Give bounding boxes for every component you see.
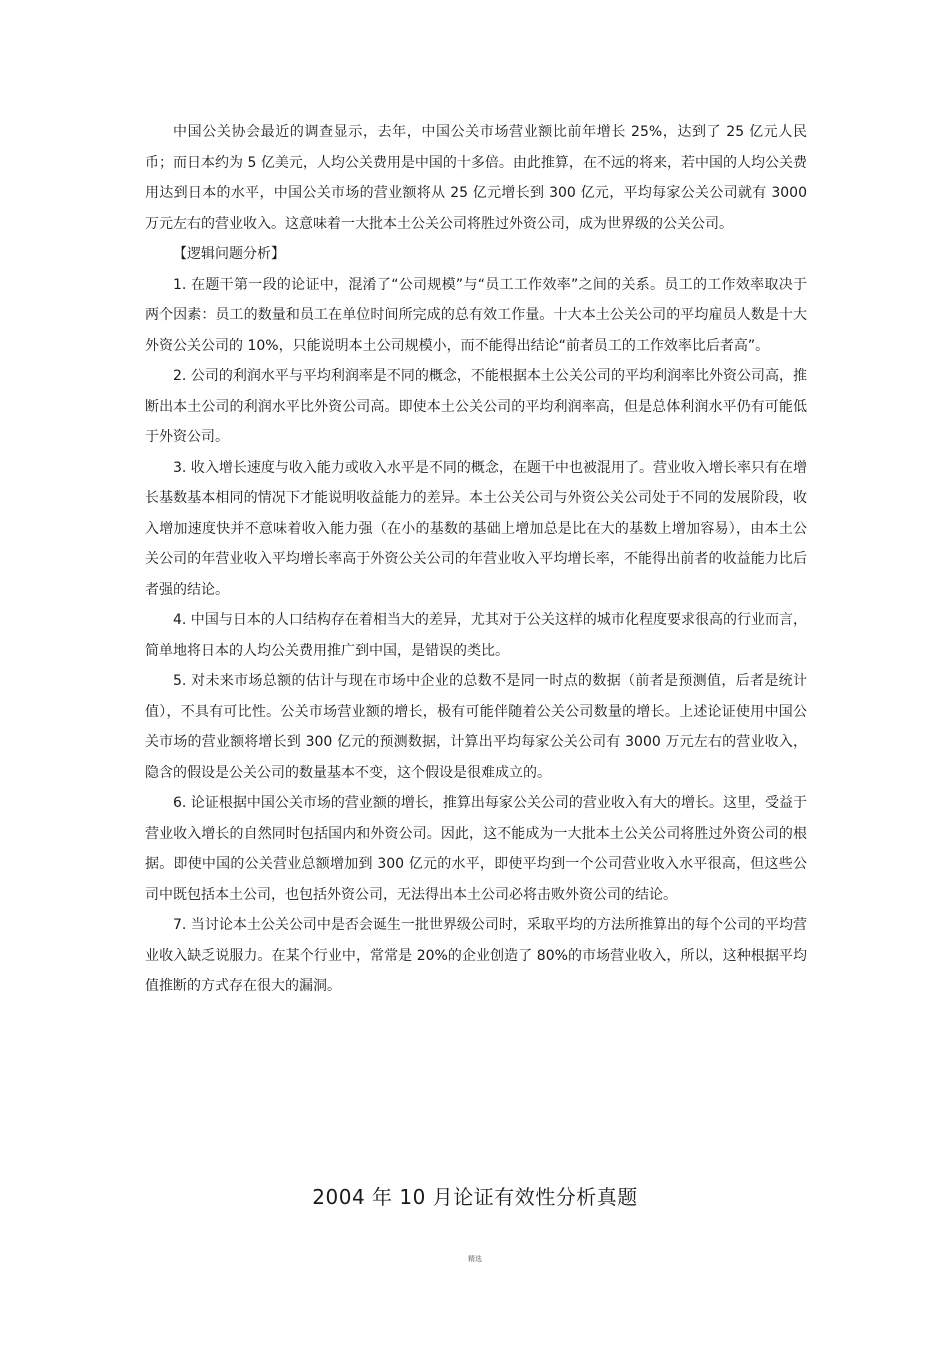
intro-paragraph: 中国公关协会最近的调查显示，去年，中国公关市场营业额比前年增长 25%，达到了 25 亿元人民币；而日本约为 5 亿美元，人均公关费用是中国的十多倍。由此推算，在不远的将来，若中国的人均公关费用达到日本的水平，中国公关市场的营业额将从 25 亿元增长到 300 亿元，平均每家公关公司就有 3000 万元左右的营业收入。这意味着一大批本土公关公司将胜过外资公司，成为世界级的公关公司。 [145, 124, 807, 232]
analysis-point-1: 1. 在题干第一段的论证中，混淆了“公司规模”与“员工工作效率”之间的关系。员工的工作效率取决于两个因素：员工的数量和员工在单位时间所完成的总有效工作量。十大本土公关公司的平均雇员人数是十大外资公关公司的 10%，只能说明本土公司规模小，而不能得出结论“前者员工的工作效率比后者高”。 [145, 276, 807, 354]
analysis-point-6: 6. 论证根据中国公关市场的营业额的增长，推算出每家公关公司的营业收入有大的增长。这里，受益于营业收入增长的自然同时包括国内和外资公司。因此，这不能成为一大批本土公关公司将胜过外资公司的根据。即使中国的公关营业总额增加到 300 亿元的水平，即使平均到一个公司营业收入水平很高，但这些公司中既包括本土公司，也包括外资公司，无法得出本土公司必将击败外资公司的结论。 [145, 795, 807, 903]
section-heading: 2004 年 10 月论证有效性分析真题 [312, 1185, 638, 1209]
analysis-point-5: 5. 对未来市场总额的估计与现在市场中企业的总数不是同一时点的数据（前者是预测值，后者是统计值），不具有可比性。公关市场营业额的增长，极有可能伴随着公关公司数量的增长。上述论证使用中国公关市场的营业额将增长到 300 亿元的预测数据，计算出平均每家公关公司有 3000 万元左右的营业收入，隐含的假设是公关公司的数量基本不变，这个假设是很难成立的。 [145, 673, 807, 781]
analysis-point-7: 7. 当讨论本土公关公司中是否会诞生一批世界级公司时，采取平均的方法所推算出的每个公司的平均营业收入缺乏说服力。在某个行业中，常常是 20%的企业创造了 80%的市场营业收入，所以，这种根据平均值推断的方式存在很大的漏洞。 [145, 917, 807, 994]
footer-mark: 精选 [468, 1255, 482, 1263]
document-body [145, 117, 807, 1002]
analysis-point-3: 3. 收入增长速度与收入能力或收入水平是不同的概念，在题干中也被混用了。营业收入增长率只有在增长基数基本相同的情况下才能说明收益能力的差异。本土公关公司与外资公关公司处于不同的发展阶段，收入增加速度快并不意味着收入能力强（在小的基数的基础上增加总是比在大的基数上增加容易），由本土公关公司的年营业收入平均增长率高于外资公关公司的年营业收入平均增长率，不能得出前者的收益能力比后者强的结论。 [145, 459, 807, 598]
section-label: 【逻辑问题分析】 [173, 246, 285, 262]
analysis-point-4: 4. 中国与日本的人口结构存在着相当大的差异，尤其对于公关这样的城市化程度要求很高的行业而言，简单地将日本的人均公关费用推广到中国，是错误的类比。 [145, 612, 807, 659]
analysis-point-2: 2. 公司的利润水平与平均利润率是不同的概念，不能根据本土公关公司的平均利润率比外资公司高，推断出本土公司的利润水平比外资公司高。即使本土公关公司的平均利润率高，但是总体利润水平仍有可能低于外资公司。 [145, 368, 807, 445]
